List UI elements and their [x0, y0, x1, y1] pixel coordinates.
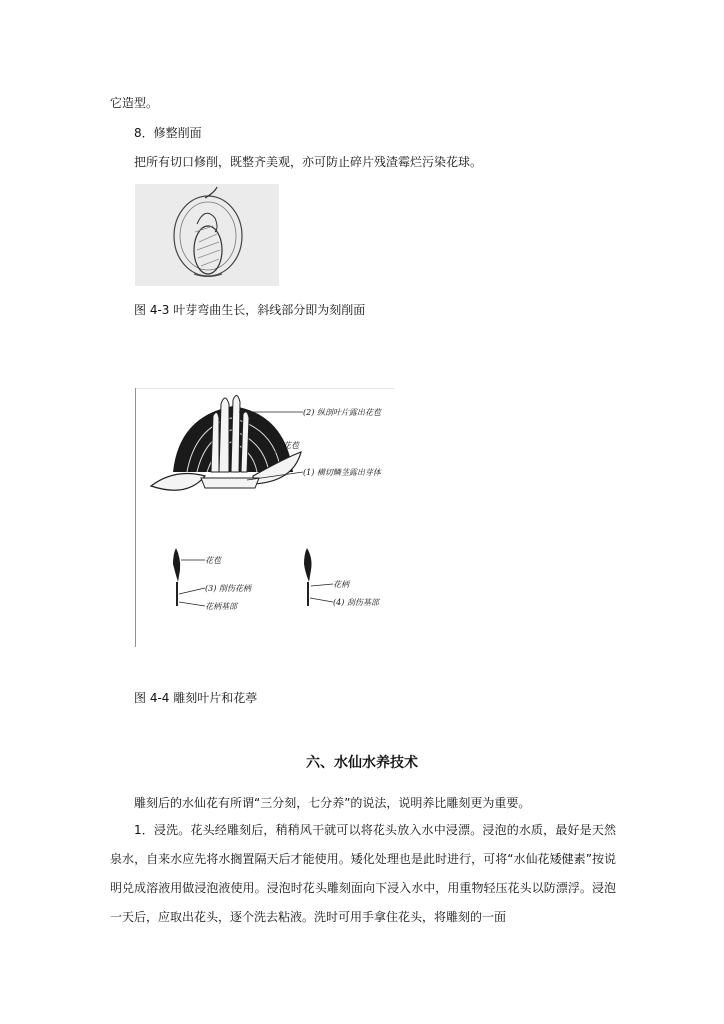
label-huabao-top: 花苞 — [283, 441, 299, 450]
label-l3: (3) 削伤花柄 — [205, 584, 251, 593]
step-8-heading: 8．修整削面 — [134, 126, 202, 140]
figure-4-4-caption: 图 4-4 雕刻叶片和花葶 — [134, 691, 258, 705]
label-huabing-right: 花柄 — [333, 580, 349, 589]
label-l2: (2) 纵剖叶片露出花苞 — [303, 408, 381, 417]
section-heading: 六、水仙水养技术 — [306, 755, 418, 771]
figure-4-3-image — [135, 184, 279, 286]
paragraph-2 — [110, 816, 616, 932]
paragraph-2-text: 1．浸洗。花头经雕刻后，稍稍风干就可以将花头放入水中浸漂。浸泡的水质，最好是天然泉水，自来水应先将水搁置隔天后才能使用。矮化处理也是此时进行，可将“水仙花矮健素”按说明兑成溶液用做浸泡液使用。浸泡时花头雕刻面向下浸入水中，用重物轻压花头以防漂浮。浸泡一天后，应取出花头，逐个洗去粘液。洗时可用手拿住花头，将雕刻的一面 — [110, 823, 616, 924]
step-8-body: 把所有切口修削，既整齐美观，亦可防止碎片残渣霉烂污染花球。 — [134, 155, 483, 169]
label-l1: (1) 横切鳞茎露出芽体 — [303, 468, 381, 477]
figure-4-3-caption: 图 4-3 叶芽弯曲生长，斜线部分即为刻削面 — [134, 303, 366, 317]
label-l4: (4) 刮伤基部 — [333, 598, 379, 607]
label-base-left: 花柄基部 — [205, 602, 237, 611]
bulb-cross-section-sketch — [135, 184, 279, 286]
figure-4-4-image — [135, 388, 394, 647]
text-line-top: 它造型。 — [110, 96, 159, 110]
carved-leaves-and-scape-sketch — [135, 388, 394, 647]
paragraph-1: 雕刻后的水仙花有所谓“三分刻，七分养”的说法，说明养比雕刻更为重要。 — [134, 796, 531, 810]
label-huabao-left: 花苞 — [205, 556, 221, 565]
